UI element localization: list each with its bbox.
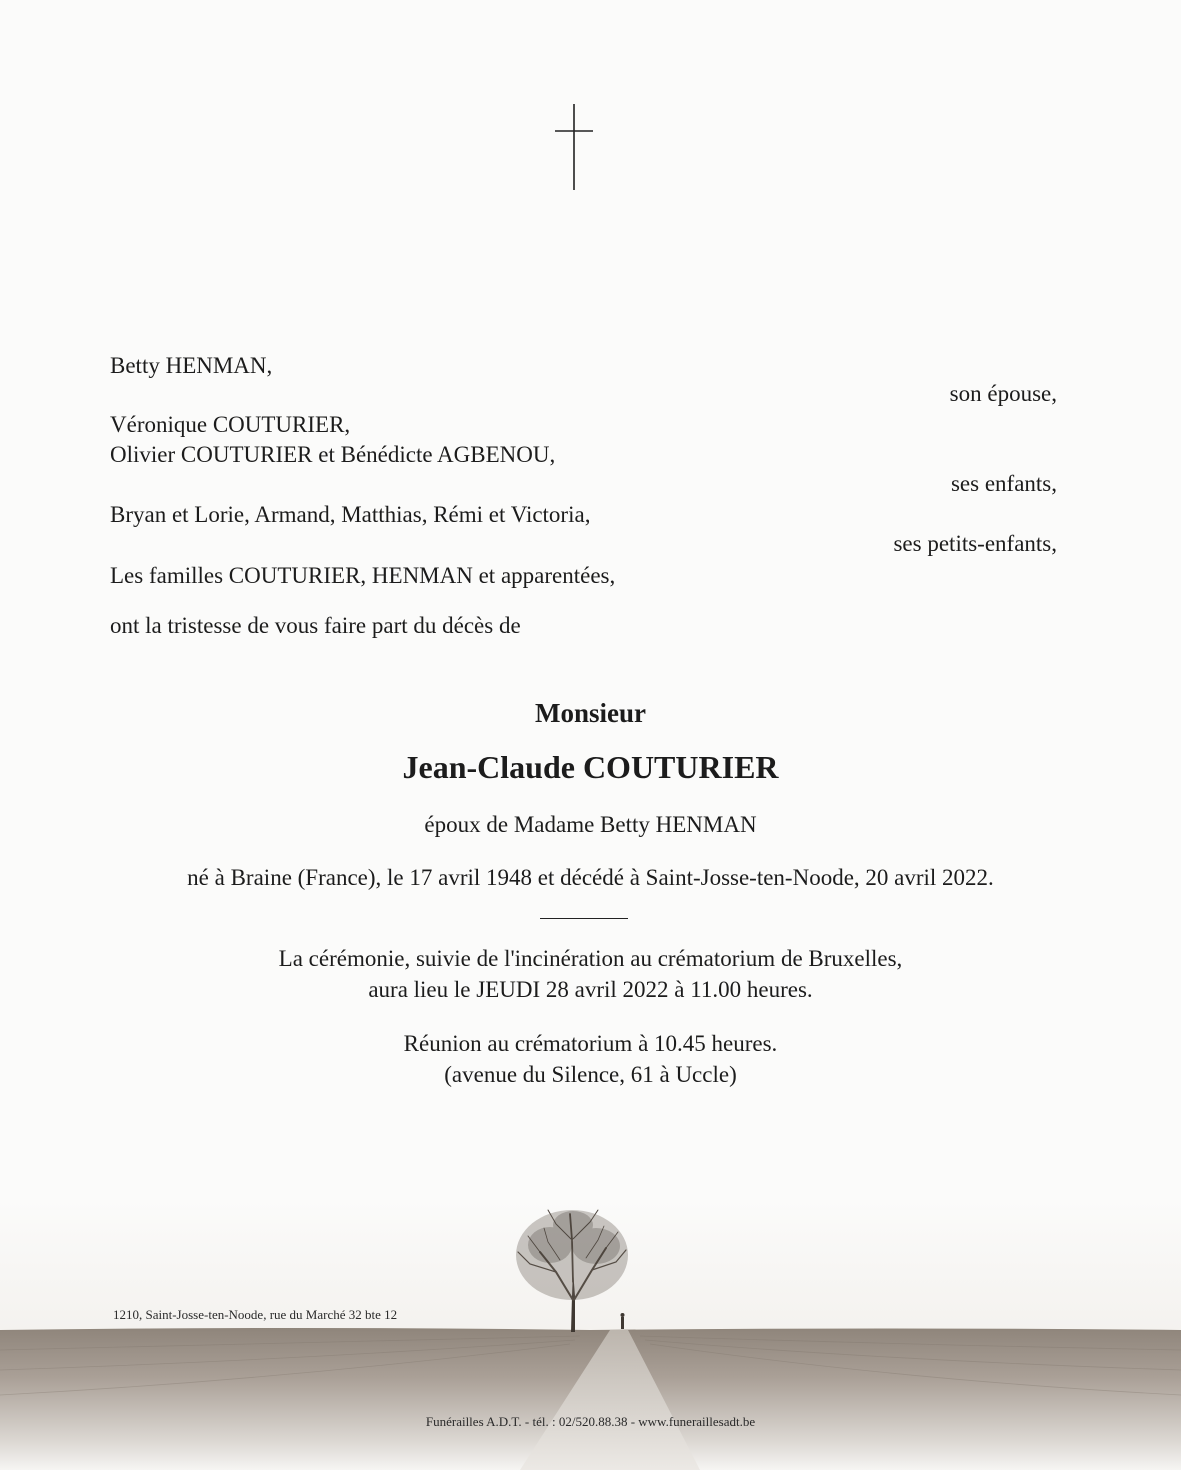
announcement-line: ont la tristesse de vous faire part du décès de (110, 613, 521, 638)
meeting-line-2: (avenue du Silence, 61 à Uccle) (444, 1062, 737, 1087)
grandchildren-names: Bryan et Lorie, Armand, Matthias, Rémi et Victoria, (110, 502, 591, 527)
spouse-role: son épouse, (949, 381, 1057, 406)
address-line: 1210, Saint-Josse-ten-Noode, rue du Marché 32 bte 12 (113, 1307, 398, 1322)
cross-icon (553, 104, 595, 192)
separator-line (540, 918, 628, 919)
spouse-of-line: époux de Madame Betty HENMAN (424, 812, 757, 837)
families-line: Les familles COUTURIER, HENMAN et apparentées, (110, 563, 616, 588)
child-name-2: Olivier COUTURIER et Bénédicte AGBENOU, (110, 442, 556, 467)
birth-death-dates: né à Braine (France), le 17 avril 1948 et décédé à Saint-Josse-ten-Noode, 20 avril 2022. (187, 865, 994, 890)
ceremony-line-1: La cérémonie, suivie de l'incinération au crématorium de Bruxelles, (278, 946, 903, 971)
funeral-home-line: Funérailles A.D.T. - tél. : 02/520.88.38 - www.funeraillesadt.be (425, 1414, 756, 1429)
spouse-name: Betty HENMAN, (110, 353, 273, 378)
deceased-name: Jean-Claude COUTURIER (402, 749, 779, 785)
children-role: ses enfants, (950, 471, 1057, 496)
child-name-1: Véronique COUTURIER, (110, 412, 351, 437)
grandchildren-role: ses petits-enfants, (893, 531, 1057, 556)
meeting-line-1: Réunion au crématorium à 10.45 heures. (403, 1031, 778, 1056)
ceremony-line-2: aura lieu le JEUDI 28 avril 2022 à 11.00 heures. (368, 977, 813, 1002)
deceased-title: Monsieur (535, 698, 646, 728)
